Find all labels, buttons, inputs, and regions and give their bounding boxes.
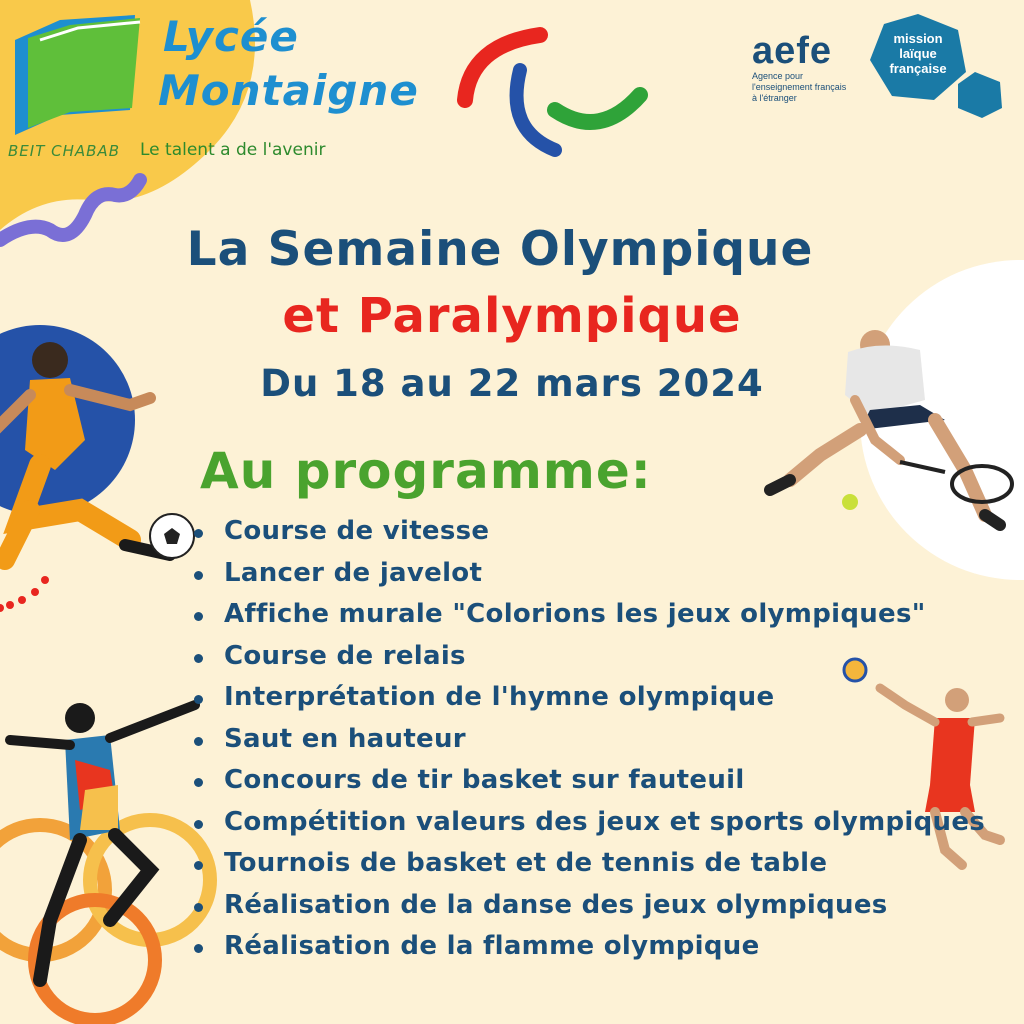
mlf-line3: française	[889, 61, 947, 76]
aefe-subtitle: Agence pour l'enseignement français à l'étranger	[752, 71, 847, 103]
event-title-line1: La Semaine Olympique	[186, 222, 814, 277]
mlf-logo-text	[868, 31, 968, 76]
program-item: Course de relais	[192, 641, 985, 683]
program-item: Réalisation de la danse des jeux olympiques	[192, 890, 985, 932]
program-item: Affiche murale "Colorions les jeux olympiques"	[192, 599, 985, 641]
soccer-ball-icon	[150, 514, 194, 558]
program-heading: Au programme:	[200, 442, 652, 500]
school-name-line1: Lycée	[163, 12, 299, 61]
mlf-line1: mission	[893, 31, 943, 46]
program-item: Saut en hauteur	[192, 724, 985, 766]
program-item: Interprétation de l'hymne olympique	[192, 682, 985, 724]
school-name-line2: Montaigne	[158, 66, 419, 115]
program-item: Tournois de basket et de tennis de table	[192, 848, 985, 890]
aefe-logo: aefe	[752, 30, 833, 72]
event-title-line2: et Paralympique	[282, 288, 742, 344]
school-slogan: Le talent a de l'avenir	[140, 140, 326, 160]
tennis-ball-icon	[842, 494, 858, 510]
school-city: BEIT CHABAB	[8, 142, 120, 160]
program-list	[192, 516, 985, 973]
program-item: Réalisation de la flamme olympique	[192, 931, 985, 973]
program-item: Compétition valeurs des jeux et sports olympiques	[192, 807, 985, 849]
paralympic-agitos-icon	[465, 35, 640, 150]
mlf-line2: laïque	[899, 46, 937, 61]
program-item: Lancer de javelot	[192, 558, 985, 600]
event-dates: Du 18 au 22 mars 2024	[260, 362, 764, 405]
red-dots	[0, 576, 49, 612]
program-item: Course de vitesse	[192, 516, 985, 558]
program-item: Concours de tir basket sur fauteuil	[192, 765, 985, 807]
